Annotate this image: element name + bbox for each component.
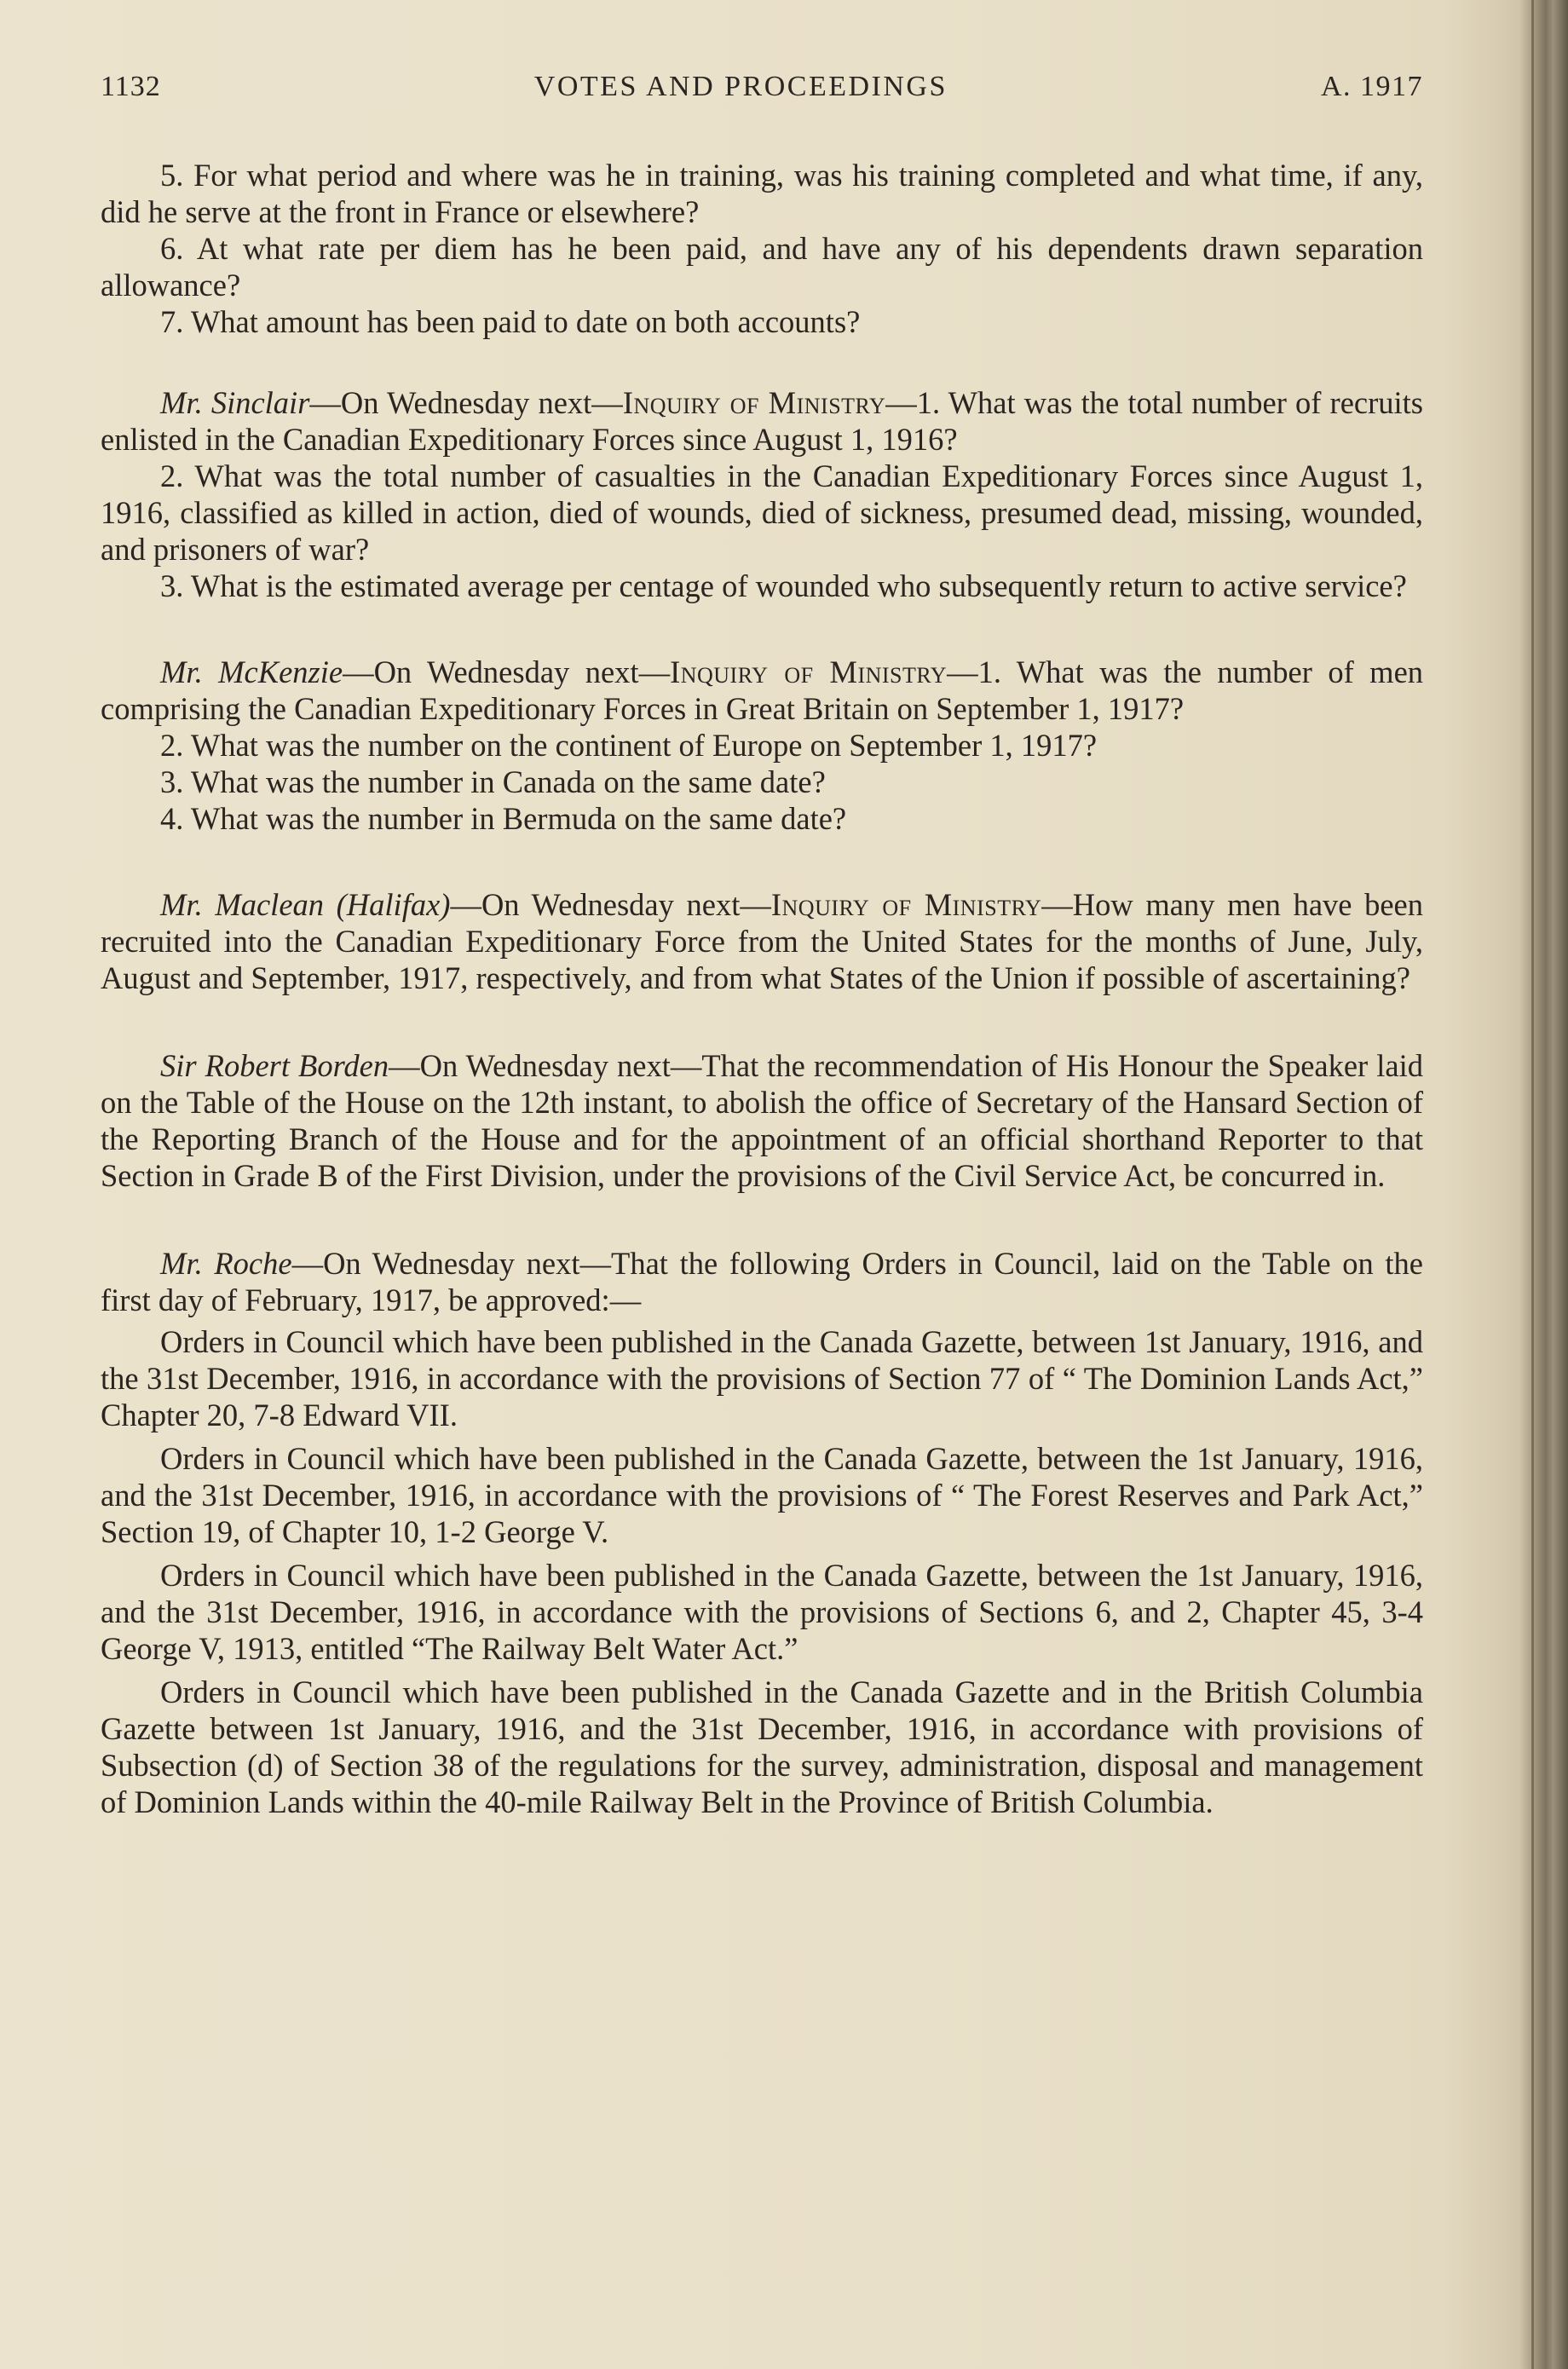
order-in-council-1: Orders in Council which have been published in the Canada Gazette, between 1st January, 1916, and the 31st December, 1916, in accordance with the provisions of Section 77 of “ The Dominion Lands Act,” Chapter 20, 7-8 Edward VII. [101,1324,1423,1432]
mckenzie-question-4: 4. What was the number in Bermuda on the same date? [160,801,847,836]
roche-notice: Mr. Roche—On Wednesday next—That the following Orders in Council, laid on the Table on the first day of February, 1917, be approved:— [101,1246,1424,1317]
borden-notice: Sir Robert Borden—On Wednesday next—That the recommendation of His Honour the Speaker laid on the Table of the House on the 12th instant, to abolish the office of Secretary of the Hansard Section of the Reporting Branch of the House and for the appointment of an official shorthand Reporter to that Section in Grade B of the First Division, under the provisions of the Civil Service Act, be concurred in. [101,1048,1423,1193]
member-name: Sir Robert Borden [160,1048,389,1083]
running-header [101,68,1423,111]
sinclair-question-2: 2. What was the total number of casualties in the Canadian Expeditionary Forces since August 1, 1916, classified as killed in action, died of wounds, died of sickness, presumed dead, missing, wounded, and prisoners of war? [101,458,1423,567]
binding-edge [1519,0,1568,2369]
order-in-council-2: Orders in Council which have been published in the Canada Gazette, between the 1st January, 1916, and the 31st December, 1916, in accordance with the provisions of “ The Forest Reserves and Park Act,” Section 19, of Chapter 10, 1-2 George V. [101,1441,1423,1549]
volume-year: A. 1917 [1320,71,1423,102]
mckenzie-notice: Mr. McKenzie—On Wednesday next—Inquiry of Ministry—1. What was the number of men comprising the Canadian Expeditionary Forces in Great Britain on September 1, 1917? [101,654,1424,726]
order-in-council-4: Orders in Council which have been published in the Canada Gazette and in the British Columbia Gazette between 1st January, 1916, and the 31st December, 1916, in accordance with provisions of Subsection (d) of Section 38 of the regulations for the survey, administration, disposal and management of Dominion Lands within the 40-mile Railway Belt in the Province of British Columbia. [101,1674,1423,1819]
inquiry-label: Inquiry of Ministry [770,887,1042,922]
page-content [101,68,1423,1820]
page-number: 1132 [101,71,161,102]
member-name: Mr. McKenzie [160,654,343,689]
member-name: Mr. Maclean (Halifax) [160,887,451,922]
running-title: VOTES AND PROCEEDINGS [533,71,948,102]
sinclair-question-3: 3. What is the estimated average per centage of wounded who subsequently return to active service? [160,568,1407,603]
inquiry-label: Inquiry of Ministry [622,385,886,420]
sinclair-notice: Mr. Sinclair—On Wednesday next—Inquiry of Ministry—1. What was the total number of recruits enlisted in the Canadian Expeditionary Forces since August 1, 1916? [101,385,1423,457]
mckenzie-question-2: 2. What was the number on the continent of Europe on September 1, 1917? [160,728,1098,763]
question-7: 7. What amount has been paid to date on both accounts? [160,304,861,339]
question-5: 5. For what period and where was he in training, was his training completed and what time, if any, did he serve at the front in France or elsewhere? [101,158,1423,229]
member-name: Mr. Sinclair [160,385,310,420]
maclean-notice: Mr. Maclean (Halifax)—On Wednesday next—Inquiry of Ministry—How many men have been recruited into the Canadian Expeditionary Force from the United States for the months of June, July, August and September, 1917, respectively, and from what States of the Union if possible of ascertaining? [101,887,1424,995]
member-name: Mr. Roche [160,1246,292,1281]
question-6: 6. At what rate per diem has he been paid, and have any of his dependents drawn separation allowance? [101,231,1423,303]
inquiry-label: Inquiry of Ministry [670,654,948,689]
mckenzie-question-3: 3. What was the number in Canada on the same date? [160,764,826,799]
binding-shadow-line [1531,0,1534,2369]
order-in-council-3: Orders in Council which have been published in the Canada Gazette, between the 1st January, 1916, and the 31st December, 1916, in accordance with the provisions of Sections 6, and 2, Chapter 45, 3-4 George V, 1913, entitled “The Railway Belt Water Act.” [101,1558,1423,1666]
